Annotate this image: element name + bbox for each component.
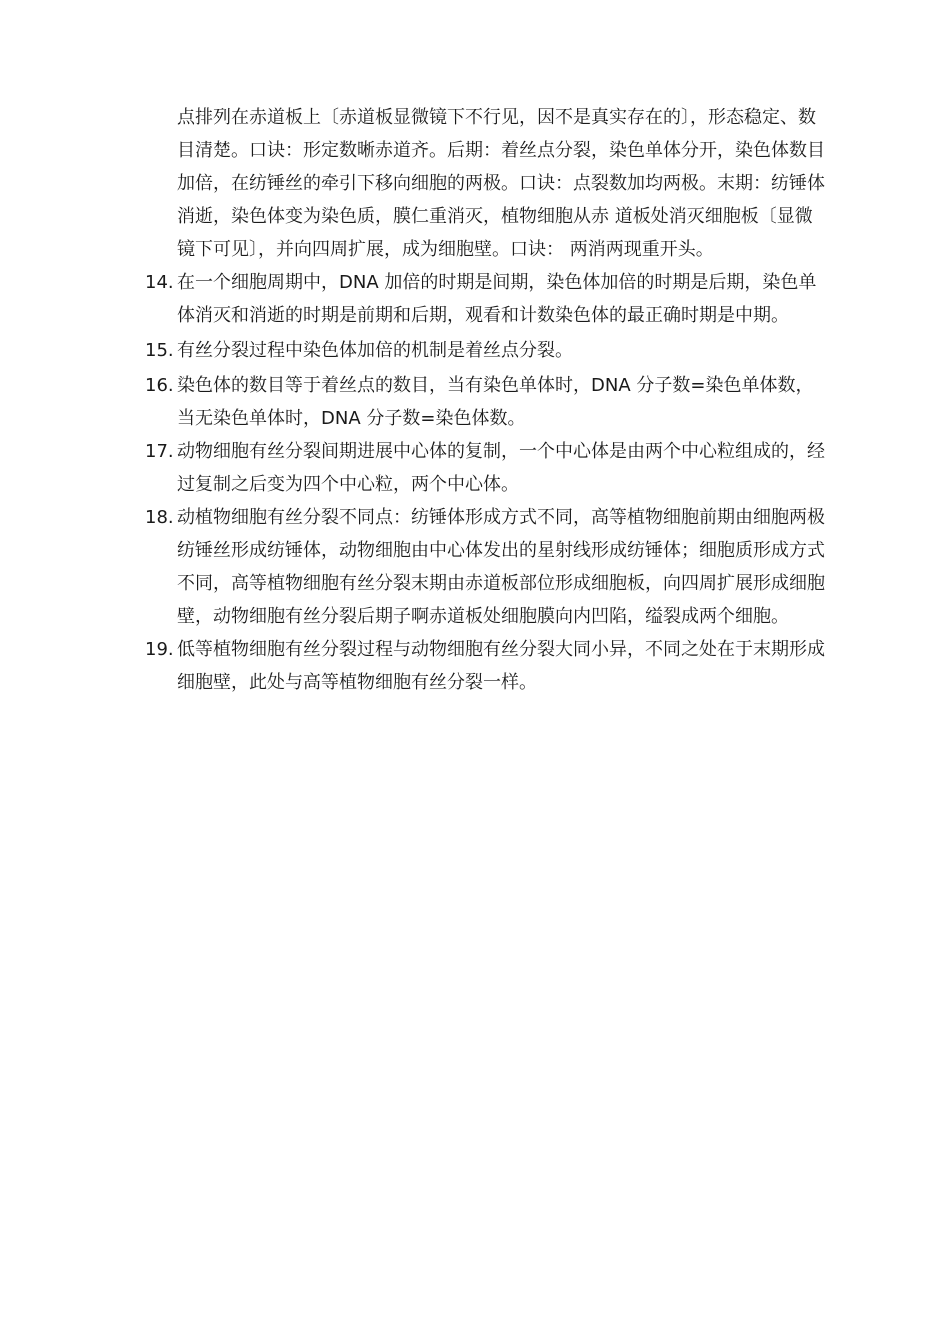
- list-item: [145, 369, 825, 435]
- list-item-text: 低等植物细胞有丝分裂过程与动物细胞有丝分裂大同小异，不同之处在于末期形成细胞壁，此处与高等植物细胞有丝分裂一样。: [177, 639, 825, 693]
- document-body: [145, 101, 825, 699]
- list-item: [145, 334, 825, 367]
- list-item-number: 14.: [145, 272, 174, 293]
- list-item-number: 16.: [145, 375, 174, 396]
- continuation-paragraph: [145, 101, 825, 266]
- continuation-text: 点排列在赤道板上〔赤道板显微镜下不行见，因不是真实存在的〕，形态稳定、数目清楚。口诀：形定数晰赤道齐。后期：着丝点分裂，染色单体分开，染色体数目加倍，在纺锤丝的牵引下移向细胞的两极。口诀：点裂数加均两极。末期：纺锤体消逝，染色体变为染色质，膜仁重消灭，植物细胞从赤 道板处消灭细胞板〔显微镜下可见〕，并向四周扩展，成为细胞壁。口诀： 两消两现重开头。: [177, 107, 825, 260]
- list-item-text: 动植物细胞有丝分裂不同点：纺锤体形成方式不同，高等植物细胞前期由细胞两极纺锤丝形成纺锤体，动物细胞由中心体发出的星射线形成纺锤体；细胞质形成方式不同，高等植物细胞有丝分裂末期由赤道板部位形成细胞板，向四周扩展形成细胞壁，动物细胞有丝分裂后期子啊赤道板处细胞膜向内凹陷，缢裂成两个细胞。: [177, 507, 825, 627]
- list-item-text: 在一个细胞周期中，DNA 加倍的时期是间期，染色体加倍的时期是后期，染色单体消灭和消逝的时期是前期和后期，观看和计数染色体的最正确时期是中期。: [177, 272, 817, 326]
- list-item: [145, 435, 825, 501]
- list-item-text: 染色体的数目等于着丝点的数目，当有染色单体时，DNA 分子数=染色单体数，当无染色单体时，DNA 分子数=染色体数。: [177, 375, 814, 429]
- list-item: [145, 633, 825, 699]
- list-item-text: 动物细胞有丝分裂间期进展中心体的复制，一个中心体是由两个中心粒组成的，经过复制之后变为四个中心粒，两个中心体。: [177, 441, 825, 495]
- list-item-number: 17.: [145, 441, 174, 462]
- list-item-text: 有丝分裂过程中染色体加倍的机制是着丝点分裂。: [177, 340, 573, 361]
- list-item-number: 18.: [145, 507, 174, 528]
- list-item-number: 19.: [145, 639, 174, 660]
- list-item: [145, 501, 825, 633]
- list-item: [145, 266, 825, 332]
- list-item-number: 15.: [145, 340, 174, 361]
